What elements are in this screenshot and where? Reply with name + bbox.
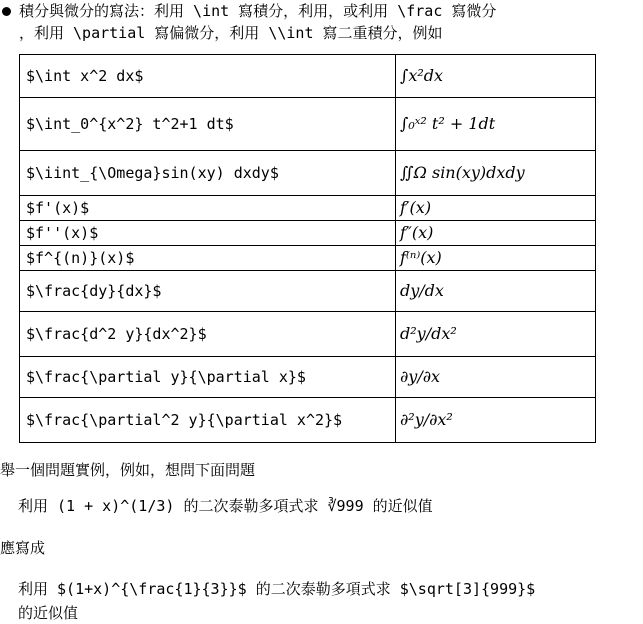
table-row bbox=[20, 312, 596, 357]
latex-source-line-1: 利用 $(1+x)^{\frac{1}{3}}$ 的二次泰勒多項式求 $\sqrt[3]{999}$ bbox=[18, 580, 536, 598]
example-question: 利用 (1 + x)^(1/3) 的二次泰勒多項式求 ∛999 的近似值 bbox=[18, 497, 433, 515]
table-row bbox=[20, 55, 596, 98]
rendered-math-cell: ∂y/∂x bbox=[396, 357, 596, 398]
table-row bbox=[20, 196, 596, 221]
latex-code-cell: $f''(x)$ bbox=[20, 221, 396, 246]
latex-code-cell: $\frac{\partial^2 y}{\partial x^2}$ bbox=[20, 398, 396, 443]
table-row bbox=[20, 246, 596, 271]
rendered-math-cell: f″(x) bbox=[396, 221, 596, 246]
should-write-label: 應寫成 bbox=[0, 539, 46, 557]
bullet-icon bbox=[2, 7, 11, 16]
table-row bbox=[20, 221, 596, 246]
table-row bbox=[20, 357, 596, 398]
latex-code-cell: $\int x^2 dx$ bbox=[20, 55, 396, 98]
table-row bbox=[20, 271, 596, 312]
table-row bbox=[20, 398, 596, 443]
rendered-math-cell: dy/dx bbox=[396, 271, 596, 312]
table-row bbox=[20, 151, 596, 196]
latex-code-cell: $\frac{\partial y}{\partial x}$ bbox=[20, 357, 396, 398]
table-row bbox=[20, 98, 596, 151]
intro-line-1 bbox=[0, 0, 643, 22]
intro-text-1: 積分與微分的寫法：利用 \int 寫積分，利用，或利用 \frac 寫微分 bbox=[19, 1, 497, 20]
rendered-math-cell: f⁽ⁿ⁾(x) bbox=[396, 246, 596, 271]
latex-code-cell: $\frac{dy}{dx}$ bbox=[20, 271, 396, 312]
latex-code-cell: $\frac{d^2 y}{dx^2}$ bbox=[20, 312, 396, 357]
rendered-math-cell: ∂²y/∂x² bbox=[396, 398, 596, 443]
latex-code-cell: $f'(x)$ bbox=[20, 196, 396, 221]
intro-line-2 bbox=[19, 22, 639, 44]
example-heading: 舉一個問題實例，例如，想問下面問題 bbox=[0, 461, 256, 479]
latex-code-cell: $\iint_{\Omega}sin(xy) dxdy$ bbox=[20, 151, 396, 196]
rendered-math-cell: f′(x) bbox=[396, 196, 596, 221]
rendered-math-cell: ∫x²dx bbox=[396, 55, 596, 98]
latex-code-cell: $f^{(n)}(x)$ bbox=[20, 246, 396, 271]
rendered-math-cell: ∬Ω sin(xy)dxdy bbox=[396, 151, 596, 196]
rendered-math-cell: ∫₀ˣ² t² + 1dt bbox=[396, 98, 596, 151]
rendered-math-cell: d²y/dx² bbox=[396, 312, 596, 357]
latex-source-line-2: 的近似值 bbox=[18, 604, 79, 622]
intro-text-2: ，利用 \partial 寫偏微分，利用 \\int 寫二重積分，例如 bbox=[19, 23, 443, 42]
latex-code-cell: $\int_0^{x^2} t^2+1 dt$ bbox=[20, 98, 396, 151]
latex-examples-table bbox=[19, 54, 596, 443]
